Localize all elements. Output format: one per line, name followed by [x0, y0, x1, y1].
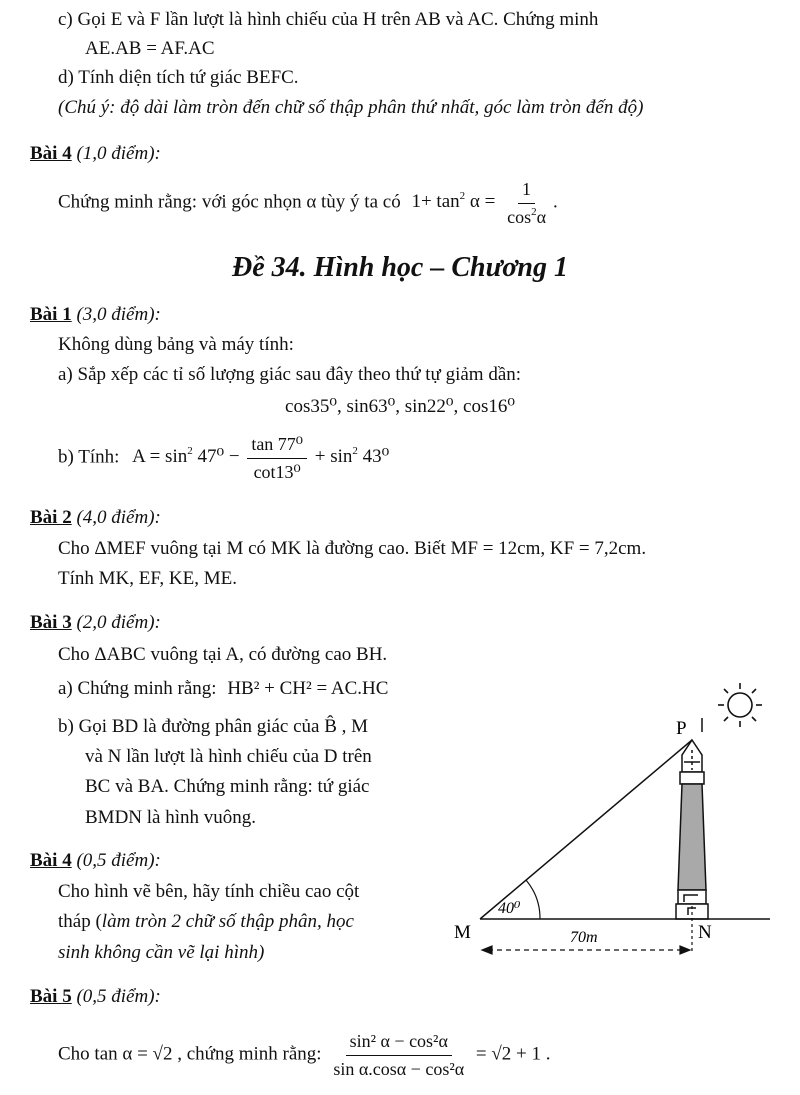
bai1-a-list: cos35⁰, sin63⁰, sin22⁰, cos16⁰: [285, 396, 515, 417]
bai3-a: [58, 677, 388, 701]
bai5-statement: [58, 1030, 551, 1080]
prev-note: (Chú ý: độ dài làm tròn đến chữ số thập phân thứ nhất, góc làm tròn đến độ): [58, 97, 644, 118]
bai3-a-formula: HB² + CH² = AC.HC: [227, 678, 389, 699]
prev-c-text: c) Gọi E và F lần lượt là hình chiếu của H trên AB và AC. Chứng minh: [58, 9, 599, 30]
prev-bai4-header: [30, 142, 161, 166]
bai3-points: (2,0 điểm):: [76, 612, 161, 633]
bai5-title: Bài 5: [30, 986, 72, 1007]
bai4-header: [30, 849, 161, 873]
label-m: M: [454, 922, 471, 943]
bai3-a-text: a) Chứng minh rằng:: [58, 678, 217, 699]
bai3-b-line1: b) Gọi BD là đường phân giác của B̂ , M: [58, 716, 369, 737]
lighthouse-figure: [440, 680, 780, 965]
label-p: P: [676, 718, 687, 739]
bai3-b-line4: BMDN là hình vuông.: [85, 807, 256, 828]
sun-icon: [718, 683, 762, 727]
prev-bai4-text: Chứng minh rằng: với góc nhọn α tùy ý ta có: [58, 191, 401, 213]
bai2-line2: Tính MK, EF, KE, ME.: [58, 568, 237, 589]
prev-bai4-points: (1,0 điểm):: [76, 143, 161, 164]
bai5-points: (0,5 điểm):: [76, 986, 161, 1007]
label-n: N: [698, 922, 712, 943]
prev-d-text: d) Tính diện tích tứ giác BEFC.: [58, 67, 299, 88]
bai1-b: b) Tính: $A = \sin^2 47^0$ − $\frac{\text{tan 77⁰}}{\text{cot13⁰}}$ + $\sin^2 43^0$: [58, 434, 390, 482]
bai1-title: Bài 1: [30, 304, 72, 325]
bai2-points: (4,0 điểm):: [76, 507, 161, 528]
prev-bai4-statement: Chứng minh rằng: với góc nhọn α tùy ý ta có $1+ \tan^2 \alpha$ = $\frac{1}{\cos^2\alpha}$ .: [58, 179, 558, 227]
prev-bai4-fraction: $\frac{1}{\cos^2\alpha}$: [507, 179, 547, 227]
bai3-intro: Cho ΔABC vuông tại A, có đường cao BH.: [58, 644, 388, 665]
bai1-b-label: b) Tính:: [58, 446, 120, 468]
bai3-b-line3: BC và BA. Chứng minh rằng: tứ giác: [85, 776, 370, 797]
lighthouse-tower: [676, 740, 708, 919]
bai4-points: (0,5 điểm):: [76, 850, 161, 871]
bai3-header: [30, 611, 161, 635]
bai1-b-fraction: $\frac{\text{tan 77⁰}}{\text{cot13⁰}}$: [247, 433, 307, 483]
bai2-line1: Cho ΔMEF vuông tại M có MK là đường cao. Biết MF = 12cm, KF = 7,2cm.: [58, 538, 647, 559]
bai5-given: Cho tan α = √2 , chứng minh rằng:: [58, 1043, 322, 1065]
bai3-b-line2: và N lần lượt là hình chiếu của D trên: [85, 746, 372, 767]
distance-arrow: [482, 946, 690, 954]
angle-label: 40⁰: [498, 900, 521, 917]
prev-c-formula: AE.AB = AF.AC: [85, 38, 215, 59]
bai2-header: [30, 506, 161, 530]
bai1-points: (3,0 điểm):: [76, 304, 161, 325]
distance-label: 70m: [570, 929, 598, 946]
bai4-line2: tháp (làm tròn 2 chữ số thập phân, học: [58, 911, 354, 932]
bai5-rhs: = √2 + 1 .: [475, 1043, 551, 1065]
sight-line: [480, 740, 692, 919]
prev-bai4-title: Bài 4: [30, 143, 72, 164]
bai2-title: Bài 2: [30, 507, 72, 528]
angle-arc: [526, 880, 540, 919]
bai5-header: [30, 985, 161, 1009]
bai5-fraction: $\frac{\text{sin² α − cos²α}}{\text{sin α.cosα − cos²α}}$: [333, 1031, 465, 1079]
page-title: Đề 34. Hình học – Chương 1: [232, 252, 568, 283]
bai1-header: [30, 303, 161, 327]
bai1-intro: Không dùng bảng và máy tính:: [58, 334, 294, 355]
bai1-a-text: a) Sắp xếp các tỉ số lượng giác sau đây theo thứ tự giảm dần:: [58, 364, 522, 385]
bai4-line3: sinh không cần vẽ lại hình): [58, 942, 265, 963]
bai4-line1: Cho hình vẽ bên, hãy tính chiều cao cột: [58, 881, 360, 902]
prev-bai4-formula: $1+ \tan^2 \alpha$ =: [411, 190, 496, 213]
bai4-title: Bài 4: [30, 850, 72, 871]
bai3-title: Bài 3: [30, 612, 72, 633]
